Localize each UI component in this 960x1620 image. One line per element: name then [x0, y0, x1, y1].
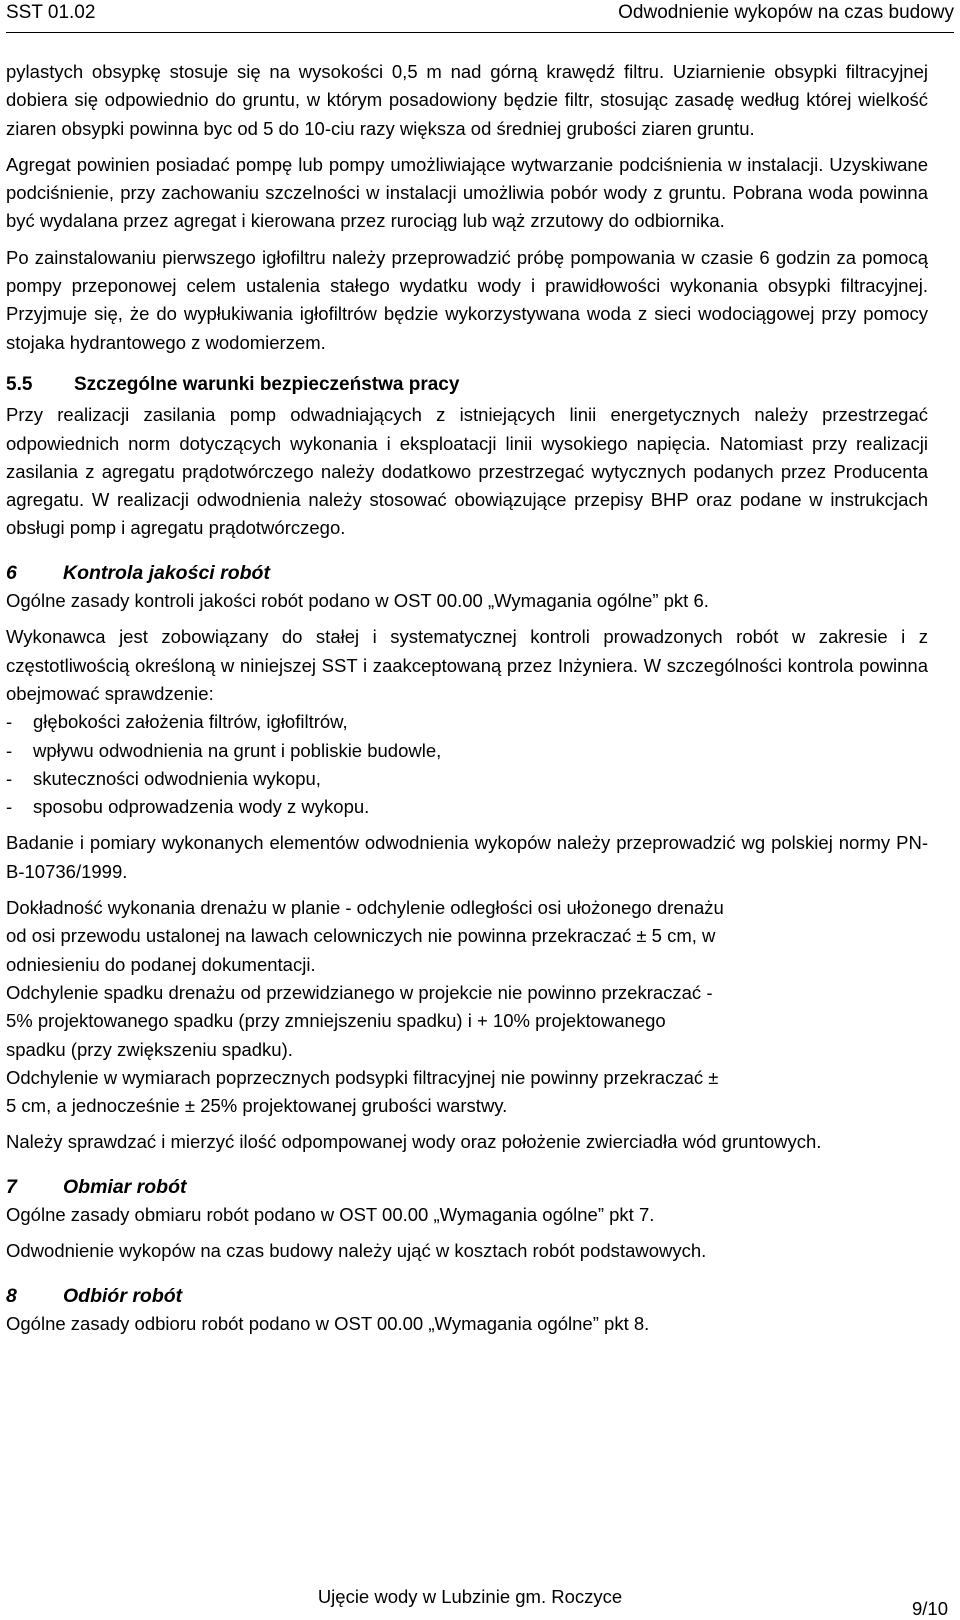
section-heading-6: [6, 559, 928, 587]
text-line: Dokładność wykonania drenażu w planie - odchylenie odległości osi ułożonego drenażu: [6, 897, 724, 919]
document-body: [6, 58, 928, 1338]
list-item: - wpływu odwodnienia na grunt i pobliskie budowle,: [6, 739, 442, 761]
page-number: 9/10: [911, 1598, 948, 1619]
text-line: od osi przewodu ustalonej na lawach celowniczych nie powinna przekraczać ± 5 cm, w: [6, 925, 716, 947]
list-item: - głębokości założenia filtrów, igłofiltrów,: [6, 711, 348, 733]
paragraph-badanie-pomiary: Badanie i pomiary wykonanych elementów odwodnienia wykopów należy przeprowadzić wg polskiej normy PN-B-10736/1999.: [6, 832, 928, 882]
paragraph-pomiar-wody: Należy sprawdzać i mierzyć ilość odpompowanej wody oraz położenie zwierciadła wód gruntowych.: [6, 1131, 822, 1153]
section-number: 6: [6, 561, 17, 584]
text-line: 5 cm, a jednocześnie ± 25% projektowanej grubości warstwy.: [6, 1095, 508, 1117]
paragraph-obsypka: pylastych obsypkę stosuje się na wysokości 0,5 m nad górną krawędź filtru. Uziarnienie obsypki filtracyjnej dobiera się odpowiednio do gruntu, w którym posadowiony będzie filtr, stosując zasadę według której wielkość ziaren obsypki powinna byc od 5 do 10-ciu razy większa od średniej grubości ziaren gruntu.: [6, 61, 928, 139]
footer-project-name: Ujęcie wody w Lubzinie gm. Roczyce: [317, 1586, 623, 1607]
section-title: Szczególne warunki bezpieczeństwa pracy: [74, 373, 460, 395]
text-line: Odchylenie w wymiarach poprzecznych podsypki filtracyjnej nie powinny przekraczać ±: [6, 1066, 719, 1088]
list-item: - sposobu odprowadzenia wody z wykopu.: [6, 796, 370, 818]
paragraph-obmiar-intro: Ogólne zasady obmiaru robót podano w OST 00.00 „Wymagania ogólne” pkt 7.: [6, 1203, 655, 1225]
paragraph-obmiar-koszty: Odwodnienie wykopów na czas budowy należy ująć w kosztach robót podstawowych.: [6, 1240, 707, 1262]
text-line: 5% projektowanego spadku (przy zmniejszeniu spadku) i + 10% projektowanego: [6, 1010, 666, 1032]
paragraph-bezpieczenstwo: Przy realizacji zasilania pomp odwadniających z istniejących linii energetycznych należy przestrzegać odpowiednich norm dotyczących wykonania i eksploatacji linii wysokiego napięcia. Natomiast przy realizacji zasilania z agregatu prądotwórczego należy dodatkowo przestrzegać wytycznych podanych przez Producenta agregatu. W realizacji odwodnienia należy stosować obowiązujące przepisy BHP oraz podane w instrukcjach obsługi pomp i agregatu prądotwórczego.: [6, 404, 928, 539]
section-number: 7: [6, 1175, 17, 1198]
text-line: Odchylenie spadku drenażu od przewidzianego w projekcie nie powinno przekraczać -: [6, 981, 713, 1003]
paragraph-proba-pompowania: Po zainstalowaniu pierwszego igłofiltru należy przeprowadzić próbę pompowania w czasie 6 godzin za pomocą pompy przeponowej celem ustalenia stałego wydatku wody i prawidłowości wykonania obsypki filtracyjnej. Przyjmuje się, że do wypłukiwania igłofiltrów będzie wykorzystywana woda z sieci wodociągowej przy pomocy stojaka hydrantowego z wodomierzem.: [6, 246, 928, 353]
section-title: Kontrola jakości robót: [63, 561, 270, 584]
page-header: [6, 0, 954, 33]
section-number: 5.5: [6, 373, 33, 395]
paragraph-agregat: Agregat powinien posiadać pompę lub pompy umożliwiające wytwarzanie podciśnienia w instalacji. Uzyskiwane podciśnienie, przy zachowaniu szczelności w instalacji umożliwia pobór wody z gruntu. Pobrana woda powinna być wydalana przez agregat i kierowana przez rurociąg lub wąż zrzutowy do odbiornika.: [6, 153, 928, 232]
header-spec-code: SST 01.02: [6, 2, 96, 23]
paragraph-kontrola-wykonawca: Wykonawca jest zobowiązany do stałej i systematycznej kontroli prowadzonych robót w zakresie i z częstotliwością określoną w niniejszej SST i zaakceptowaną przez Inżyniera. W szczególności kontrola powinna obejmować sprawdzenie:: [6, 626, 928, 704]
section-title: Obmiar robót: [63, 1175, 187, 1198]
header-title: Odwodnienie wykopów na czas budowy: [618, 2, 954, 23]
section-heading-5-5: [6, 371, 928, 399]
kontrola-checklist: [6, 708, 928, 821]
paragraph-dokladnosc: [6, 894, 928, 1120]
section-heading-7: [6, 1173, 928, 1201]
list-item: - skuteczności odwodnienia wykopu,: [6, 767, 321, 789]
section-title: Odbiór robót: [63, 1284, 183, 1307]
text-line: spadku (przy zwiększeniu spadku).: [6, 1038, 293, 1060]
section-number: 8: [6, 1284, 17, 1307]
text-line: odniesieniu do podanej dokumentacji.: [6, 953, 316, 975]
section-heading-8: [6, 1282, 928, 1310]
paragraph-odbior-intro: Ogólne zasady odbioru robót podano w OST 00.00 „Wymagania ogólne” pkt 8.: [6, 1312, 650, 1334]
paragraph-kontrola-intro: Ogólne zasady kontroli jakości robót podano w OST 00.00 „Wymagania ogólne” pkt 6.: [6, 590, 709, 612]
